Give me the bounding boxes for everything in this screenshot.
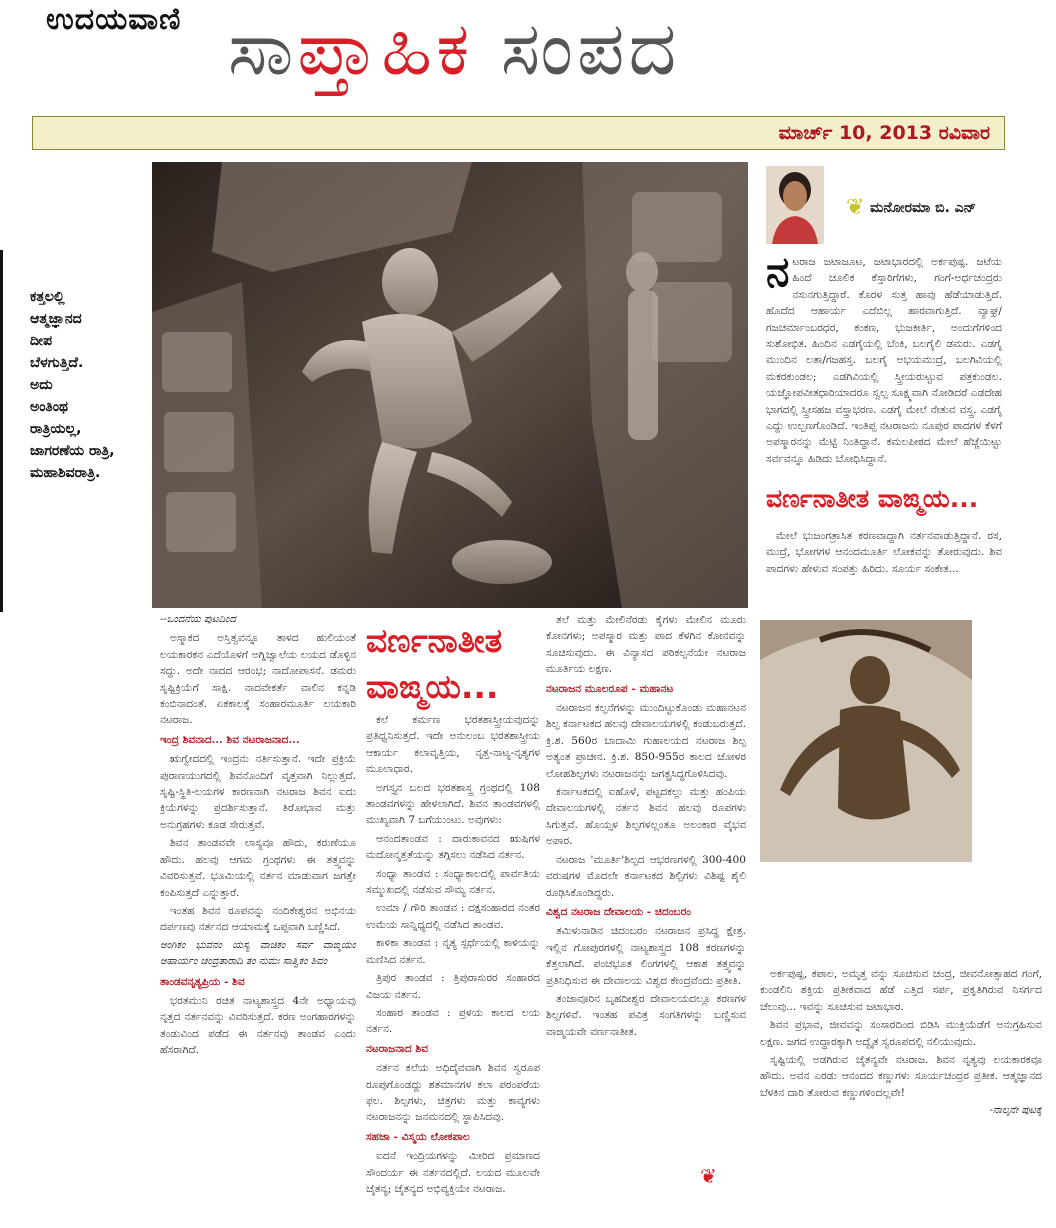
intro-text: ಟರಾಜ ಜಟಾಜೂಟ, ಜಟಾಭಾರದಲ್ಲಿ ಅರ್ಕಪುಷ್ಪ. ಜಟೆಯ ಹಿಂದೆ ಚೂಲಿಕ ಕೆಸ್ತಾರಿಗೆಗಳು, ಗಂಗೆ-ಅರ್ಧಚಂದ್ರರು ನಸುನಗುತ್ತಿದ್ದಾರೆ. ಕೊರಳ ಸುತ್ತ ಹಾವು ಹೆಡೆಯಾಡುತ್ತಿದೆ. ಹೊದೆದ ಆಹಾರ್ಯ ಎದೆಬಿಲ್ಲ ಹಾರವಾಗುತ್ತಿದೆ. ವ್ಯಾಘ್ರ/ಗಜಚರ್ಮಾಂಬರಧರ, ಕಂಕಣ, ಭುಜಕೀರ್ತಿ, ಅಂದುಗೆಗಳಿಂದ ಸುಶೋಭಿತ. ಹಿಂದಿನ ಎಡಗೈಯಲ್ಲಿ ಬೆಂಕಿ, ಬಲಗೈಲಿ ಡಮರು. ಎಡಗೈ ಮುಂದಿನ ಲತಾ/ಗಜಹಸ್ತ. ಬಲಗೈ ಅಭಯಮುದ್ರೆ, ಬಲಗಿವಿಯಲ್ಲಿ ಮಕರಕುಂಡಲ; ಎಡಗಿವಿಯಲ್ಲಿ ಸ್ತ್ರೀಯರುಟ್ಟುವ ಪತ್ರಕುಂಡಲ. ಯಜ್ಞೋಪವೀತಧಾರಿಯಾದರೂ ಸ್ವಲ್ಪ ಸೂಕ್ಷ್ಮವಾಗಿ ನೋಡಿದರೆ ಎಡದೇಹ ಭಾಗದಲ್ಲಿ ಸ್ತ್ರೀಸಹಜ ವಸ್ತ್ರಾಭರಣ. ಎಡಗೈ ಮೇಲೆ ನೇತುವ ವಸ್ತ್ರ. ಎಡಗೈ ಎದ್ದು ಉಲ್ಬಣಗೊಂಡಿದೆ. ಇಂತಿಪ್ಪ ನಟರಾಜನು ನೂಪುರ ಪಾದಗಳ ಕೆಳಗೆ ಅಪಸ್ಮಾರನನ್ನು ಮೆಟ್ಟಿ ನಿಂತಿದ್ದಾನೆ. ಕಮಲಪೀಠದ ಮೇಲೆ ಹೆಜ್ಜೆಯಿಟ್ಟು ಸರ್ವವನ್ನೂ ಹಿಡಿದು ಬೋಧಿಸಿದ್ದಾನೆ. [766,256,1002,465]
article-right-continued [766,528,1002,608]
article-column-3 [546,612,746,1204]
supplement-title [228,0,1028,96]
paragraph: ಕರ್ನಾಟಕದಲ್ಲಿ ಐಹೊಳೆ, ಪಟ್ಟದಕಲ್ಲು ಮತ್ತು ಹಂಪಿಯ ದೇವಾಲಯಗಳಲ್ಲಿ ನರ್ತನ ಶಿವನ ಹಲವು ರೂಪಗಳು ಸಿಗುತ್ತವೆ. ಹೊಯ್ಸಳ ಶಿಲ್ಪಗಳಲ್ಲಂತೂ ಅಲಂಕಾರ ವೈಭವ ಅಪಾರ. [546,786,746,848]
paragraph: ಶಿವನ ತಾಂಡವವೇ ಲಾಸ್ಯವೂ ಹೌದು, ಕರುಣೆಯೂ ಹೌದು. ಹಲವು ಆಗಮ ಗ್ರಂಥಗಳು ಈ ತತ್ತ್ವವನ್ನು ವಿವರಿಸುತ್ತವೆ. ಭೂಮಿಯಲ್ಲಿ ನರ್ತನ ಮಾಡುವಾಗ ಜಗತ್ತೇ ಕಂಪಿಸುತ್ತದೆ ಎನ್ನುತ್ತಾರೆ. [160,837,356,899]
pull-quote-line: ಮಹಾಶಿವರಾತ್ರಿ. [30,465,101,481]
issue-date: ಮಾರ್ಚ್ 10, 2013 ರವಿವಾರ [778,122,990,144]
supplement-title-part2: ಪ್ತಾಹಿಕ [297,6,474,92]
paragraph: ಮೇಲೆ ಭುಜಂಗತ್ರಾಸಿತ ಕರಣವಾದ್ದಾಗಿ ನರ್ತನವಾಡುತ್ತಿದ್ದಾನೆ. ರಸ, ಮುದ್ರೆ, ಭೋಗಗಳ ಆನಂದಮೂರ್ತಿ ಲೋಕವನ್ನು ತೋರುವುದು. ಶಿವ ಪಾದಗಳು ಹೇಳುವ ಸಂಪತ್ತು ಹಿರಿದು. ಸೂರ್ಯ ಸಂಕೇತ... [766,530,1002,575]
paragraph: ನಟರಾಜ 'ಮೂರ್ತಿ'ಶಿಲ್ಪದ ಆಭರಣಗಳಲ್ಲಿ 300-400 ವರುಷಗಳ ಮೊದಲೇ ಕರ್ನಾಟಕದ ಶಿಲ್ಪಿಗಳು ವಿಶಿಷ್ಟ ಶೈಲಿ ರೂಢಿಸಿಕೊಂಡಿದ್ದರು. [546,853,746,899]
paragraph: ಅಗಸ್ತ್ಯನ ಬಲದ ಭರತಶಾಸ್ತ್ರ ಗ್ರಂಥದಲ್ಲಿ 108 ತಾಂಡವಗಳನ್ನು ಹೇಳಲಾಗಿದೆ. ಶಿವನ ತಾಂಡವಗಳಲ್ಲಿ ಮುಖ್ಯವಾಗಿ 7 ಬಗೆಯುಂಟು. ಅವುಗಳು: [366,781,540,827]
sloka: ಆಂಗಿಕಂ ಭುವನಂ ಯಸ್ಯ ವಾಚಿಕಂ ಸರ್ವ ವಾಙ್ಮಯಂ ಆಹಾರ್ಯಂ ಚಂದ್ರತಾರಾದಿ ತಂ ನುಮಃ ಸಾತ್ವಿಕಂ ಶಿವಂ [160,939,356,968]
headline-right: ವರ್ಣನಾತೀತ ವಾಙ್ಮಯ... [766,484,979,513]
pull-quote [30,286,150,484]
pull-quote-line: ದೀಪ [30,333,53,349]
paragraph: ಕಲೆ ಕರ್ಮಣ ಭರತಶಾಸ್ತ್ರೀಯವುದನ್ನು ಪ್ರತಿಧ್ವನಿಸುತ್ತದೆ. ಇದೇ ಅನುಲಂಬ ಭರತಶಾಸ್ತ್ರೀಯ ಆಕಾರ್ಯ ಕಲಾವೃತ್ತಿಯ, ನೃತ್ತ-ನಾಟ್ಯ-ನೃತ್ಯಗಳ ಮೂಲಾಧಾರ. [366,714,540,776]
author-name: ಮನೋರಮಾ ಬಿ. ಎನ್ [870,200,977,216]
headline-center [366,618,538,710]
pull-quote-line: ಬೆಳಗುತ್ತಿದೆ. [30,355,84,371]
subheading: ವಿಶ್ವದ ನಟರಾಜ ದೇವಾಲಯ - ಚಿದಂಬರಂ [546,905,691,918]
pull-quote-line: ಜಾಗರಣೆಯ ರಾತ್ರಿ, [30,443,115,459]
paragraph: ತಂಜಾವೂರಿನ ಬೃಹದೀಶ್ವರ ದೇವಾಲಯದಲ್ಲೂ ಕರಣಗಳ ಶಿಲ್ಪಗಳಿವೆ. ಇಂತಹ ಪವಿತ್ರ ಸಂಗತಿಗಳನ್ನು ಬಣ್ಣಿಸುವ ವಾಙ್ಮಯವೇ ವರ್ಣನಾತೀತ. [546,992,746,1038]
paragraph: ಅರ್ಕಪುಷ್ಪ, ಕಪಾಲ, ಅಮೃತ್ತ ವನ್ನು ಸೂಚಿಸುವ ಚಂದ್ರ, ಜೀವನೋತ್ಸಾಹದ ಗಂಗೆ, ಕುಂಡಲಿನಿ ಶಕ್ತಿಯ ಪ್ರತೀಕವಾದ ಹೆಡೆ ಎತ್ತಿದ ಸರ್ಪ, ಪ್ರಕೃತಿಗಿರುವ ನಿಸರ್ಗದ ಚೆಲುವು... ಇವನ್ನು ಸೂಚಿಸುವ ಜಟಾಭಾರ. [760,968,1042,1013]
paragraph: ಸೃಷ್ಟಿಯಲ್ಲಿ ಅಡಗಿರುವ ಚೈತನ್ಯವೇ ನಟರಾಜ. ಶಿವನ ನೃತ್ಯವು ಲಯಕಾರಕವೂ ಹೌದು. ಅವನ ಎರಡು ಆನಂದದ ಕಣ್ಣುಗಳು ಸೂರ್ಯಚಂದ್ರರ ಪ್ರತೀಕ. ಆತ್ಮಜ್ಞಾನದ ಬೆಳಕಿನ ದಾರಿ ತೋರುವ ಕಣ್ಣುಗಳಿಂದಲ್ಲವೇ! [760,1054,1042,1099]
subheading: ಇಂದ್ರ ಶಿವನಾದ... ಶಿವ ನಟರಾಜನಾದ... [160,733,300,746]
subheading: ಸಹಜಾ - ವಿಸ್ಮಯ ಲೋಕಪಾಲ [366,1130,470,1143]
paragraph: ತಮಿಳುನಾಡಿನ ಚಿದಂಬರಂ ನಟರಾಜನ ಪ್ರಸಿದ್ಧ ಕ್ಷೇತ್ರ. ಇಲ್ಲಿನ ಗೋಪುರಗಳಲ್ಲಿ ನಾಟ್ಯಶಾಸ್ತ್ರದ 108 ಕರಣಗಳನ್ನು ಕೆತ್ತಲಾಗಿದೆ. ಪಂಚಭೂತ ಲಿಂಗಗಳಲ್ಲಿ ಆಕಾಶ ತತ್ತ್ವವನ್ನು ಪ್ರತಿನಿಧಿಸುವ ಈ ದೇವಾಲಯ ವಿಶ್ವದ ಕೇಂದ್ರವೆಂದು ಪ್ರತೀತಿ. [546,925,746,987]
paragraph: ನಟರಾಜನ ಕಲ್ಪನೆಗಳನ್ನು ಮುಂದಿಟ್ಟುಕೊಂಡು ಮಹಾನಟನ ಶಿಲ್ಪ ಕರ್ನಾಟಕದ ಹಲವು ದೇವಾಲಯಗಳಲ್ಲಿ ಕಂಡುಬರುತ್ತದೆ. ಕ್ರಿ.ಶ. 560ರ ಬಾದಾಮಿ ಗುಹಾಲಯದ ನಟರಾಜ ಶಿಲ್ಪ ಅತ್ಯಂತ ಪ್ರಾಚೀನ. ಕ್ರಿ.ಶ. 850-955ರ ಕಾಲದ ಚೋಳರ ಲೋಹಶಿಲ್ಪಗಳು ನಟರಾಜನನ್ನು ಜಗತ್ಪ್ರಸಿದ್ಧಗೊಳಿಸಿದವು. [546,702,746,780]
paragraph: ನರ್ತನ ಕಲೆಯ ಅಧಿದೈವವಾಗಿ ಶಿವನ ಸ್ವರೂಪ ರೂಪುಗೊಂಡದ್ದು ಶತಮಾನಗಳ ಕಲಾ ಪರಂಪರೆಯ ಫಲ. ಶಿಲ್ಪಗಳು, ಚಿತ್ರಗಳು ಮತ್ತು ಕಾವ್ಯಗಳು ನಟರಾಜನನ್ನು ಜನಮನದಲ್ಲಿ ಸ್ಥಾಪಿಸಿದವು. [366,1062,540,1124]
paragraph: ಶಿವನ ಪ್ರಭಾವ, ಜೀವವನ್ನು ಸಂಸಾರದಿಂದ ಬಿಡಿಸಿ ಮುಕ್ತಿಯೆಡೆಗೆ ಅನುಗ್ರಹಿಸುವ ಲಕ್ಷಣ. ಜಗದ ಉದ್ಧಾರಕ್ಕಾಗಿ ಅದ್ವೈತ ಸ್ವರೂಪದಲ್ಲಿ ನಲಿಯುವುದು. [760,1019,1042,1048]
date-band [32,116,1005,150]
paragraph: ತ್ರಿಪುರ ತಾಂಡವ : ತ್ರಿಪುರಾಸುರರ ಸಂಹಾರದ ವಿಜಯ ನರ್ತನ. [366,972,540,1001]
article-column-2 [366,712,540,1202]
supplement-title-part1: ಸಾ [228,6,298,92]
paragraph: ಭರತಮುನಿ ರಚಿತ ನಾಟ್ಯಶಾಸ್ತ್ರದ 4ನೇ ಅಧ್ಯಾಯವು ನೃತ್ತದ ನರ್ತನವನ್ನು ವಿವರಿಸುತ್ತದೆ. ಕರಣ ಅಂಗಹಾರಗಳನ್ನು ತಂಡುವಿಂದ ಪಡೆದ ಈ ನರ್ತನವು ತಾಂಡವ ಎಂದು ಹೆಸರಾಗಿದೆ. [160,994,356,1057]
paragraph: ಐದನೆ ಇಂದ್ರಿಯಗಳನ್ನು ಮೀರಿದ ಪ್ರಮಾಣದ ಸೌಂದರ್ಯ ಈ ನರ್ತನದಲ್ಲಿದೆ. ಲಯದ ಮೂಲವೇ ಚೈತನ್ಯ; ಚೈತನ್ಯದ ಅಭಿವ್ಯಕ್ತಿಯೇ ನಟರಾಜ. [366,1150,540,1195]
article-column-1 [160,612,356,1200]
pull-quote-line: ಆತ್ಮಜ್ಞಾನದ [30,311,82,327]
paragraph: ಋಗ್ವೇದದಲ್ಲಿ ಇಂದ್ರನು ನರ್ತಿಸುತ್ತಾನೆ. ಇದೇ ಪ್ರಕ್ರಿಯೆ ಪುರಾಣಯುಗದಲ್ಲಿ ಶಿವನೊಂದಿಗೆ ವೃತ್ತವಾಗಿ ನಿಲ್ಲುತ್ತದೆ. ಸೃಷ್ಟಿ-ಸ್ಥಿತಿ-ಲಯಗಳ ಕಾರಣನಾಗಿ ನಟರಾಜ ಶಿವನ ಐದು ಕ್ರಿಯೆಗಳನ್ನು ಪ್ರದರ್ಶಿಸುತ್ತಾನೆ. ತಿರೋಭಾವ ಮತ್ತು ಅನುಗ್ರಹಗಳು ಕೂಡ ಸೇರುತ್ತವೆ. [160,753,356,831]
nataraja-sculpture-photo [152,162,748,608]
headline-line-1: ವರ್ಣನಾತೀತ [366,621,503,660]
pull-quote-line: ಅಂತಿಂಥ [30,399,69,415]
paper-name: ಉದಯವಾಣಿ [46,2,182,37]
paragraph: ಆನಂದತಾಂಡವ : ದಾರುಕಾವನದ ಋಷಿಗಳ ಮದೋನ್ಮತ್ತತೆಯನ್ನು ತಗ್ಗಿಸಲು ನಡೆಸಿದ ನರ್ತನ. [366,832,540,862]
paragraph: ಸಂಧ್ಯಾ ತಾಂಡವ : ಸಂಧ್ಯಾಕಾಲದಲ್ಲಿ ಪಾರ್ವತಿಯ ಸಮ್ಮುಖದಲ್ಲಿ ನಡೆಸುವ ಸೌಮ್ಯ ನರ್ತನ. [366,867,540,897]
drop-cap: ನ [766,254,790,296]
paragraph: ಕಾಳಿಕಾ ತಾಂಡವ : ನೃತ್ಯ ಸ್ಪರ್ಧೆಯಲ್ಲಿ ಕಾಳಿಯನ್ನು ಮಣಿಸಿದ ನರ್ತನ. [366,937,540,966]
article-intro [766,254,1002,484]
subheading: ತಾಂಡವನೃತ್ಯಪ್ರಿಯ - ಶಿವ [160,975,245,988]
paragraph: ಇಂತಹ ಶಿವನ ರೂಪವನ್ನು ನಂದಿಕೇಶ್ವರನ ಅಭಿನಯ ದರ್ಪಣವು ನರ್ತನದ ಆಯಾಮಕ್ಕೆ ಒಪ್ಪವಾಗಿ ಬಣ್ಣಿಸಿದೆ. [160,904,356,934]
subheading: ನಟರಾಜನಾದ ಶಿವ [366,1042,429,1055]
butterfly-icon: ❦ [846,195,865,220]
paragraph: ಸಂಹಾರ ತಾಂಡವ : ಪ್ರಳಯ ಕಾಲದ ಲಯ ನರ್ತನ. [366,1006,540,1036]
pull-quote-line: ಕತ್ತಲಲ್ಲಿ [30,289,65,305]
pull-quote-line: ರಾತ್ರಿಯಲ್ಲ, [30,421,82,437]
paragraph: ಉಮಾ / ಗೌರಿ ತಾಂಡವ : ದಕ್ಷಸಂಹಾರದ ನಂತರ ಉಮೆಯ ಸಾನ್ನಿಧ್ಯದಲ್ಲಿ ನಡೆಸಿದ ತಾಂಡವ. [366,902,540,931]
paragraph: ಅಸ್ಮಾಕದ ಅಸ್ತಿತ್ವವನ್ನೂ ತಾಳದ ಹುಲಿಯಂತೆ ಲಯಕಾರಕನ ಎದೆಯೊಳಗೆ ಅಗ್ನಿಜ್ವಾಲೆಯ ಲಯದ ಡೊಳ್ಳಿನ ಸದ್ದು. ಅದೇ ನಾದದ ಆರಂಭ; ನಾದೋಪಾಸನೆ. ಡಮರು ಸೃಷ್ಟಿಕ್ರಿಯೆಗೆ ಸಾಕ್ಷಿ. ನಾದವೇಕರ್ತೆ ವಾಲಿನ ಕನ್ನಡಿ ಕಂಬಿನಾದಂತೆ. ಏಕಕಾಲಕ್ಕೆ ಸಂಹಾರಮೂರ್ತಿ ಲಯಕಾರಿ ನಟರಾಜ. [160,632,356,727]
butterfly-icon: ❦ [700,1164,717,1188]
continued-note: --ಒಂದನೆಯ ಪುಟದಿಂದ [160,614,236,625]
subheading: ನಟರಾಜನ ಮೂಲರೂಪ - ಮಹಾನಟ [546,682,674,695]
article-right-bottom [760,966,1042,1142]
left-rule [0,250,3,612]
bronze-nataraja-photo [760,620,972,862]
pull-quote-line: ಅದು [30,377,53,393]
author-photo [766,166,824,244]
paragraph: ತಲೆ ಮತ್ತು ಮೇಲಿನೆರಡು ಕೈಗಳು ಮೇಲಿನ ಮೂರು ಕೋನಗಳು; ಅಪಸ್ಮಾರ ಮತ್ತು ಪಾದ ಕೆಳಗಿನ ಕೋನವನ್ನು ಸೂಚಿಸುವುದು. ಈ ವಿನ್ಯಾಸದ ಪರಿಕಲ್ಪನೆಯೇ ನಟರಾಜ ಮೂರ್ತಿಯ ಲಕ್ಷಣ. [546,614,746,676]
supplement-title-part3: ಸಂಪದ [473,6,681,92]
continued-on-note: -ನಾಲ್ಕನೇ ಪುಟಕ್ಕೆ [989,1105,1042,1117]
headline-line-2: ವಾಙ್ಮಯ... [366,667,499,706]
